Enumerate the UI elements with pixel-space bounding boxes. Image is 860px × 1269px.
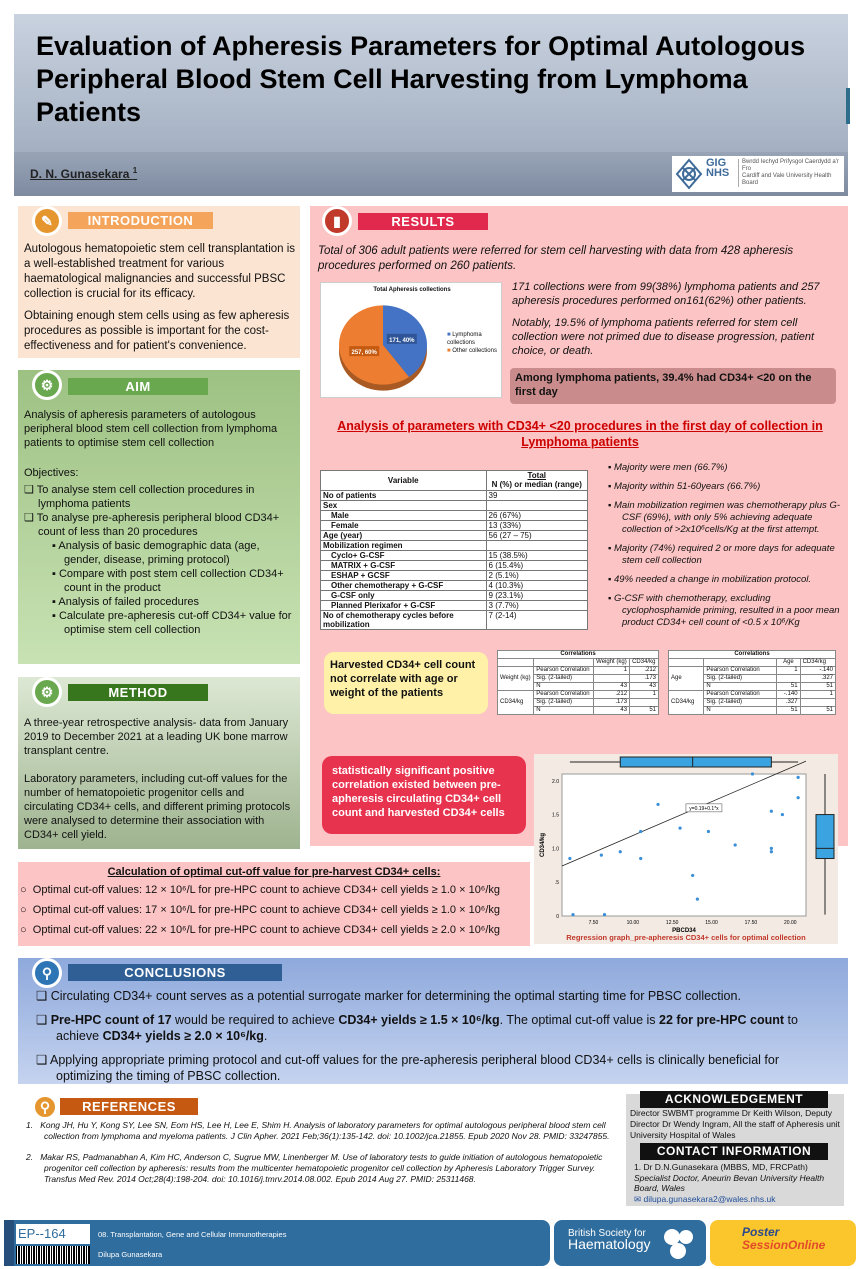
x-tick-label: 10.00 — [626, 920, 640, 926]
pie-legend — [447, 331, 501, 355]
pencil-icon: ✎ — [32, 206, 62, 236]
pie-data-label: 257, 60% — [351, 350, 377, 357]
footer-category: 08. Transplantation, Gene and Cellular Immunotherapies — [98, 1230, 287, 1239]
table-row: Planned Plerixafor + G-CSF 3 (7.7%) — [321, 601, 588, 611]
results-intro: Total of 306 adult patients were referred for stem cell harvesting with data from 428 apheresis procedures performed on 260 patients. — [318, 245, 794, 272]
fit-label: y=0.19+0.1*x — [689, 805, 719, 812]
scatter-point — [678, 826, 681, 829]
scatter-point — [696, 897, 699, 900]
cutoff-title: Calculation of optimal cut-off value for pre-harvest CD34+ cells: — [107, 866, 441, 878]
x-tick-label: 15.00 — [705, 920, 718, 926]
y-tick-label: 1.5 — [552, 812, 559, 819]
email-link[interactable]: dilupa.gunasekara2@wales.nhs.uk — [643, 1193, 776, 1204]
nhs-logo: GIG NHS Bwrdd Iechyd Prifysgol Caerdydd a'r Fro Cardiff and Vale University Health Board — [672, 156, 844, 192]
conclusion-item: ❑ Applying appropriate priming protocol and cut-off values for the pre-apheresis peripheral blood CD34+ cells is clinically beneficial for optimizing the timing of PBSC collection. — [36, 1053, 779, 1083]
correlation-table-weight: Correlations Weight (kg) CD34/kg Weight (kg) Pearson Correlation 1 .212 Sig. (2-tailed) .173 N 43 43 CD34/kg Pearson Correlation .212 1 Sig. (2-tailed) .173 N 43 51 — [497, 650, 659, 715]
highlight-box: Among lymphoma patients, 39.4% had CD34+ <20 on the first day — [510, 368, 836, 404]
references-heading: REFERENCES — [60, 1098, 198, 1115]
regression-caption: Regression graph_pre-apheresis CD34+ cells for optimal collection — [566, 933, 806, 942]
demographic-table: Variable Total N (%) or median (range) No of patients 39 Sex Male 26 (67%) Female 13 (33%) Age (year) 56 (27 – 75) Mobilization regimen Cyclo+ G-CSF 15 (38.5%) MATRIX + G-CSF 6 (15.4%) ESHAP + GCSF 2 (5.1%) Other chemotherapy + G-CSF 4 (10.3%) G-CSF only 9 (23.1%) Planned Plerixafor + G-CSF 3 (7.7%) No of chemotherapy cycles before mobilization 7 (2-14) — [320, 470, 588, 630]
y-tick-label: 1.0 — [552, 846, 559, 853]
regression-plot — [534, 754, 838, 934]
scatter-point — [770, 847, 773, 850]
header-accent — [846, 88, 850, 124]
x-axis-label: PBCD34 — [672, 928, 696, 934]
table-row: Female 13 (33%) — [321, 521, 588, 531]
sub-objective: ▪ Calculate pre-apheresis cut-off CD34+ value for optimise stem cell collection — [52, 610, 292, 636]
pie-data-label: 171, 40% — [389, 337, 415, 344]
conclusion-item: ❑ Pre-HPC count of 17 would be required to achieve CD34+ yields ≥ 1.5 × 10⁶/kg. The optimal cut-off value is 22 for pre-HPC count to achieve CD34+ yields ≥ 2.0 × 10⁶/kg. — [36, 1013, 798, 1043]
scatter-point — [770, 850, 773, 853]
x-tick-label: 12.50 — [665, 920, 679, 926]
table-row: Age (year) 56 (27 – 75) — [321, 531, 588, 541]
aim-heading: AIM — [68, 378, 208, 395]
table-row: No of chemotherapy cycles before mobilization 7 (2-14) — [321, 611, 588, 630]
cutoff-item: ○ Optimal cut-off values: 12 × 10⁶/L for pre-HPC count to achieve CD34+ cell yields ≥ 1.0 × 10⁶/kg — [20, 884, 501, 896]
sub-objective: ▪ Analysis of failed procedures — [52, 596, 199, 608]
scatter-point — [770, 810, 773, 813]
objective-item: ❑ To analyse stem cell collection procedures in lymphoma patients — [24, 484, 255, 510]
reference-item: 2. Makar RS, Padmanabhan A, Kim HC, Anderson C, Sugrue MW, Linenberger M. Use of laboratory tests to guide initiation of autologous hematopoietic progenitor cell collection by apheresis: results from the multicenter hematopoietic progenitor cell collection by Apheresis Laboratory Trigger Survey. Transfus Med Rev. 2014 Oct;28(4):198-204. doi: 10.1016/j.tmrv.2014.08.002. Epub 2014 Aug 27. PMID: 25311468. — [26, 1152, 603, 1184]
scatter-point — [571, 913, 574, 916]
introduction-heading: INTRODUCTION — [68, 212, 213, 229]
scatter-point — [797, 776, 800, 779]
bullet-item: ▪ Main mobilization regimen was chemotherapy plus G-CSF (69%), with only 5% achieving adequate collection of >2x10⁶cells/Kg at the first attempt. — [608, 500, 841, 535]
method-text: A three-year retrospective analysis- data from January 2019 to December 2021 at a leading UK bone marrow transplant centre. Laboratory parameters, including cut-off values for the number of hematopoietic progenitor cells and circulating CD34+ cells, and different priming protocols were analysed to determine their association with CD34+ cell yield. — [24, 717, 291, 841]
table-row: Mobilization regimen — [321, 541, 588, 551]
scatter-point — [603, 913, 606, 916]
poster-session-online-logo: Poster SessionOnline — [710, 1220, 856, 1266]
contact-heading: CONTACT INFORMATION — [640, 1143, 828, 1160]
bullet-item: ▪ Majority (74%) required 2 or more days for adequate stem cell collection — [608, 543, 835, 566]
scatter-point — [639, 857, 642, 860]
y-axis-label: CD34/kg — [540, 832, 546, 858]
email-icon: ✉ — [634, 1193, 642, 1204]
pie-title: Total Apheresis collections — [373, 287, 451, 293]
x-tick-label: 17.50 — [744, 920, 758, 926]
scatter-point — [600, 854, 603, 857]
regression-graph — [534, 754, 838, 944]
x-tick-label: 7.50 — [588, 920, 599, 926]
scatter-point — [568, 857, 571, 860]
pie-chart — [320, 282, 502, 398]
table-row: Male 26 (67%) — [321, 511, 588, 521]
sub-objective: ▪ Analysis of basic demographic data (age, gender, disease, priming protocol) — [52, 540, 260, 566]
aim-text: Analysis of apheresis parameters of autologous peripheral blood stem cell collection from lymphoma patients to optimise stem cell collection Objectives: ❑ To analyse stem cell collection procedures in lymphoma patients ❑ To analyse pre-apheresis peripheral blood CD34+ count of less than 20 procedures ▪ Analysis of basic demographic data (age, gender, disease, priming protocol) ▪ Compare with post stem cell collection CD34+ count in the product ▪ Analysis of failed procedures ▪ Calculate pre-apheresis cut-off CD34+ value for optimise stem cell collection — [24, 408, 298, 637]
scatter-point — [751, 772, 754, 775]
x-tick-label: 20.00 — [784, 920, 797, 926]
cutoff-item: ○ Optimal cut-off values: 17 × 10⁶/L for pre-HPC count to achieve CD34+ cell yields ≥ 1.0 × 10⁶/kg — [20, 904, 501, 916]
reference-item: 1. Kong JH, Hu Y, Kong SY, Lee SN, Eom HS, Lee H, Lee E, Shim H. Analysis of laboratory parameters for optimal autologous peripheral blood stem cell collection from lymphoma and myeloma patients. J Clin Apher. 2021 Feb;36(1):135-142. doi: 10.1002/jca.21855. Epub 2020 Nov 28. PMID: 33247855. — [26, 1120, 610, 1141]
bsh-circles-icon — [658, 1223, 698, 1263]
analysis-title: Analysis of parameters with CD34+ <20 procedures in the first day of collection in Lymphoma patients — [337, 419, 823, 449]
search-icon: ⚲ — [32, 1094, 58, 1120]
footer-id-strip — [4, 1220, 14, 1266]
footer-presenter: Dilupa Gunasekara — [98, 1250, 163, 1259]
significant-note: statistically significant positive correlation existed between pre-apheresis circulating CD34+ cell count and harvested CD34+ cells — [322, 756, 526, 834]
plot-area — [562, 774, 806, 916]
cutoff-item: ○ Optimal cut-off values: 22 × 10⁶/L for pre-HPC count to achieve CD34+ cell yields ≥ 2.0 × 10⁶/kg — [20, 924, 501, 936]
acknowledgement-text: Director SWBMT programme Dr Keith Wilson, Deputy Director Dr Wendy Ingram, All the staff of Apheresis unit University Hospital of Wales — [630, 1108, 840, 1140]
bsh-logo: British Society for Haematology — [554, 1220, 706, 1266]
table-row: MATRIX + G-CSF 6 (15.4%) — [321, 561, 588, 571]
legend-item: ■ Lymphoma collections — [447, 332, 482, 346]
x-boxplot — [620, 757, 771, 767]
objective-item: ❑ To analyse pre-apheresis peripheral blood CD34+ count of less than 20 procedures — [24, 512, 280, 538]
table-row: ESHAP + GCSF 2 (5.1%) — [321, 571, 588, 581]
poster-code: EP--164 — [16, 1224, 90, 1244]
y-tick-label: 0 — [556, 914, 559, 920]
celtic-knot-icon — [674, 157, 704, 191]
scatter-point — [797, 796, 800, 799]
conclusion-item: ❑ Circulating CD34+ count serves as a potential surrogate marker for determining the optimal starting time for PBSC collection. — [36, 989, 741, 1003]
gear-icon: ⚙ — [32, 370, 62, 400]
y-tick-label: .5 — [554, 880, 559, 887]
conclusions-list — [36, 988, 836, 1092]
barcode — [16, 1246, 90, 1264]
table-row: Cyclo+ G-CSF 15 (38.5%) — [321, 551, 588, 561]
table-row: G-CSF only 9 (23.1%) — [321, 591, 588, 601]
introduction-text: Autologous hematopoietic stem cell transplantation is a well-established treatment for various haematological malignancies and successful PBSC collection is crucial for its efficacy. Obtaining enough stem cells using as few apheresis procedures as possible is important for the cost-effectiveness and for patient's convenience. — [24, 243, 296, 352]
references-list — [26, 1120, 620, 1195]
cutoff-list — [20, 880, 530, 940]
bullet-item: ▪ Majority were men (66.7%) — [608, 462, 728, 473]
author-name: D. N. Gunasekara $^1$ — [30, 166, 138, 181]
scatter-point — [781, 813, 784, 816]
harvested-note: Harvested CD34+ cell count not correlate with age or weight of the patients — [324, 652, 488, 714]
table-row: No of patients 39 — [321, 491, 588, 501]
magnifier-icon: ⚲ — [32, 958, 62, 988]
results-text: 171 collections were from 99(38%) lymphoma patients and 257 apheresis procedures performed on161(62%) other patients. Notably, 19.5% of lymphoma patients referred for stem cell collection were not primed due to disease progression, patient choice, or death. — [512, 281, 820, 357]
scatter-point — [734, 843, 737, 846]
scatter-point — [639, 830, 642, 833]
table-row: Sex — [321, 501, 588, 511]
y-boxplot — [816, 815, 834, 859]
results-bullets — [608, 462, 844, 636]
acknowledgement-heading: ACKNOWLEDGEMENT — [640, 1091, 828, 1108]
y-tick-label: 2.0 — [552, 778, 559, 785]
scatter-point — [691, 874, 694, 877]
chart-icon: ▮ — [322, 206, 352, 236]
sub-objective: ▪ Compare with post stem cell collection CD34+ count in the product — [52, 568, 284, 594]
scatter-point — [619, 850, 622, 853]
scatter-point — [707, 830, 710, 833]
bullet-item: ▪ Majority within 51-60years (66.7%) — [608, 481, 761, 492]
conclusions-heading: CONCLUSIONS — [68, 964, 282, 981]
results-heading: RESULTS — [358, 213, 488, 230]
legend-item: ■ Other collections — [447, 348, 497, 354]
bullet-item: ▪ G-CSF with chemotherapy, excluding cyclophosphamide priming, resulted in a poor mean product CD34+ cell count of <0.5 x 10⁶/Kg — [608, 593, 840, 628]
bullet-item: ▪ 49% needed a change in mobilization protocol. — [608, 574, 812, 585]
table-row: Other chemotherapy + G-CSF 4 (10.3%) — [321, 581, 588, 591]
scatter-point — [656, 803, 659, 806]
correlation-table-age: Correlations Age CD34/kg Age Pearson Correlation 1 -.140 Sig. (2-tailed) .327 N 51 51 CD34/kg Pearson Correlation -.140 1 Sig. (2-tailed) .327 N 51 51 — [668, 650, 836, 715]
gear-icon: ⚙ — [32, 677, 62, 707]
method-heading: METHOD — [68, 684, 208, 701]
contact-info: 1. Dr D.N.Gunasekara (MBBS, MD, FRCPath) Specialist Doctor, Aneurin Bevan University Health Board, Wales ✉ dilupa.gunasekara2@wales.nhs.uk — [634, 1162, 825, 1204]
poster-title: Evaluation of Apheresis Parameters for Optimal Autologous Peripheral Blood Stem Cell Harvesting from Lymphoma Patients — [36, 31, 806, 127]
